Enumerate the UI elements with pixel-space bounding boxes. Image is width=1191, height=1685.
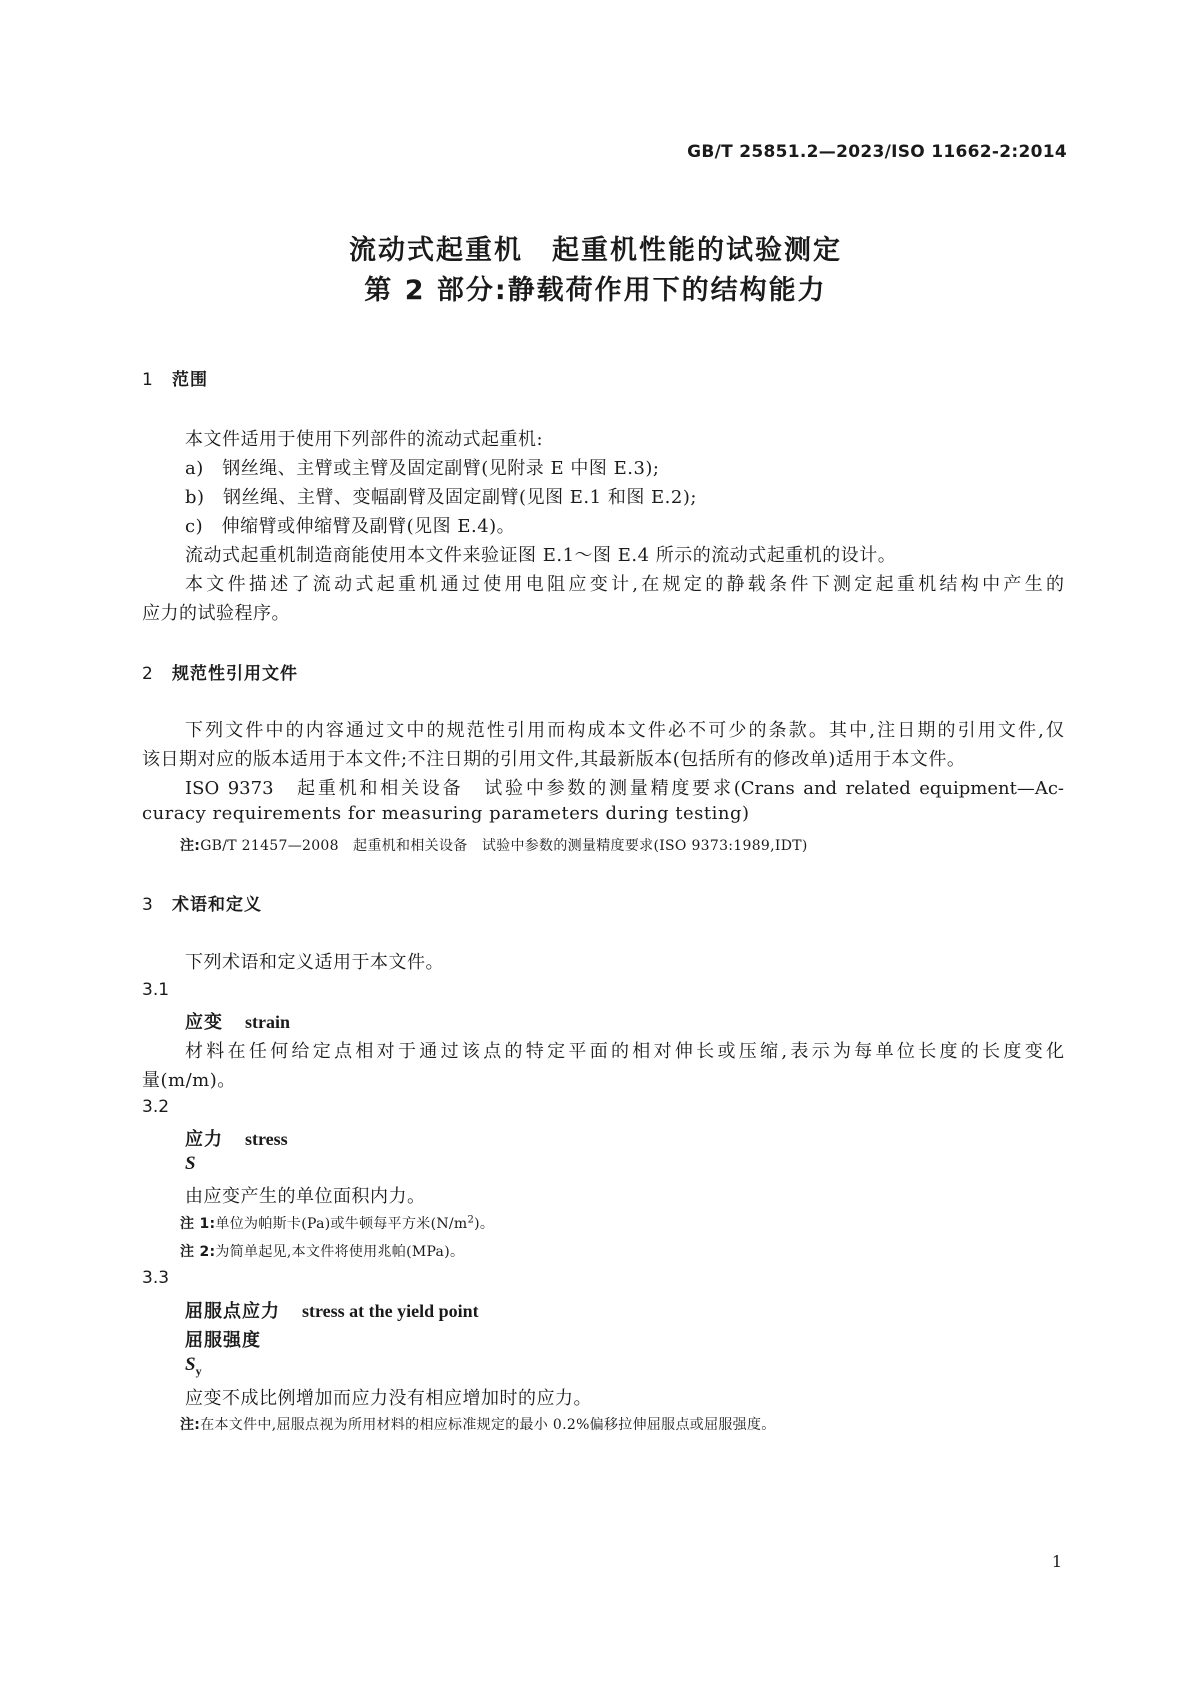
term-symbol: S: [185, 1153, 196, 1174]
note: [180, 835, 808, 855]
paragraph-continuation: 该日期对应的版本适用于本文件;不注日期的引用文件,其最新版本(包括所有的修改单)适用于本文件。: [142, 749, 966, 770]
term-number: 3.3: [142, 1268, 170, 1288]
symbol-base: S: [185, 1354, 196, 1375]
note-label: 注:: [180, 1417, 201, 1433]
note-label: 注 2:: [180, 1244, 216, 1260]
paragraph: 本文件适用于使用下列部件的流动式起重机:: [185, 429, 544, 450]
note-text: GB/T 21457—2008 起重机和相关设备 试验中参数的测量精度要求(ISO 9373:1989,IDT): [200, 838, 808, 854]
definition: 材料在任何给定点相对于通过该点的特定平面的相对伸长或压缩,表示为每单位长度的长度变化: [185, 1041, 1064, 1062]
page-number: 1: [1051, 1552, 1062, 1571]
term-en: stress: [245, 1129, 288, 1149]
definition: 应变不成比例增加而应力没有相应增加时的应力。: [185, 1388, 592, 1409]
list-item-a: a) 钢丝绳、主臂或主臂及固定副臂(见附录 E 中图 E.3);: [185, 458, 660, 479]
term-zh: 应力: [185, 1129, 223, 1150]
paragraph: 下列术语和定义适用于本文件。: [185, 952, 444, 973]
symbol-subscript: y: [195, 1363, 202, 1378]
term-en: stress at the yield point: [302, 1301, 479, 1321]
note-label: 注 1:: [180, 1216, 216, 1232]
standard-code: GB/T 25851.2—2023/ISO 11662-2:2014: [687, 142, 1067, 162]
title-line-1: 流动式起重机 起重机性能的试验测定: [349, 235, 842, 266]
superscript: 2: [467, 1214, 475, 1226]
paragraph: 流动式起重机制造商能使用本文件来验证图 E.1～图 E.4 所示的流动式起重机的设计。: [185, 545, 897, 566]
term-number: 3.1: [142, 980, 170, 1000]
note-text: 单位为帕斯卡(Pa)或牛顿每平方米(N/m: [215, 1216, 468, 1232]
section-number: 3: [142, 895, 154, 915]
section-3-heading: [142, 890, 262, 915]
reference-entry-continuation: curacy requirements for measuring parameters during testing): [142, 803, 750, 824]
note: [180, 1414, 776, 1434]
note-1: [180, 1213, 494, 1233]
note-text: 在本文件中,屈服点视为所用材料的相应标准规定的最小 0.2%偏移拉伸屈服点或屈服强度。: [200, 1417, 776, 1433]
term-number: 3.2: [142, 1097, 170, 1117]
note-2: [180, 1241, 464, 1261]
term-heading: [185, 1125, 288, 1151]
term-en: strain: [245, 1012, 290, 1032]
term-heading: [185, 1297, 479, 1323]
list-item-c: c) 伸缩臂或伸缩臂及副臂(见图 E.4)。: [185, 516, 516, 537]
section-2-heading: [142, 659, 298, 684]
definition: 由应变产生的单位面积内力。: [185, 1186, 426, 1207]
paragraph-continuation: 应力的试验程序。: [142, 603, 290, 624]
term-zh: 屈服点应力: [185, 1301, 280, 1322]
term-zh: 应变: [185, 1012, 223, 1033]
section-1-heading: [142, 365, 208, 390]
section-title: 范围: [172, 370, 208, 390]
note-label: 注:: [180, 838, 201, 854]
paragraph: 本文件描述了流动式起重机通过使用电阻应变计,在规定的静载条件下测定起重机结构中产生的: [185, 574, 1064, 595]
list-item-b: b) 钢丝绳、主臂、变幅副臂及固定副臂(见图 E.1 和图 E.2);: [185, 487, 697, 508]
section-number: 1: [142, 370, 154, 390]
note-text: 为简单起见,本文件将使用兆帕(MPa)。: [215, 1244, 465, 1260]
section-title: 规范性引用文件: [172, 664, 298, 684]
reference-entry: ISO 9373 起重机和相关设备 试验中参数的测量精度要求(Crans and related equipment—Ac-: [185, 778, 1064, 799]
section-title: 术语和定义: [172, 895, 262, 915]
term-zh-alt: 屈服强度: [185, 1330, 261, 1351]
section-number: 2: [142, 664, 154, 684]
paragraph: 下列文件中的内容通过文中的规范性引用而构成本文件必不可少的条款。其中,注日期的引用文件,仅: [185, 720, 1064, 741]
term-symbol: [185, 1354, 202, 1379]
title-line-2: 第 2 部分:静载荷作用下的结构能力: [364, 275, 827, 306]
term-heading: [185, 1008, 290, 1034]
definition-continuation: 量(m/m)。: [142, 1070, 236, 1091]
note-text-end: )。: [474, 1216, 495, 1232]
term-alt-heading: [185, 1326, 261, 1352]
